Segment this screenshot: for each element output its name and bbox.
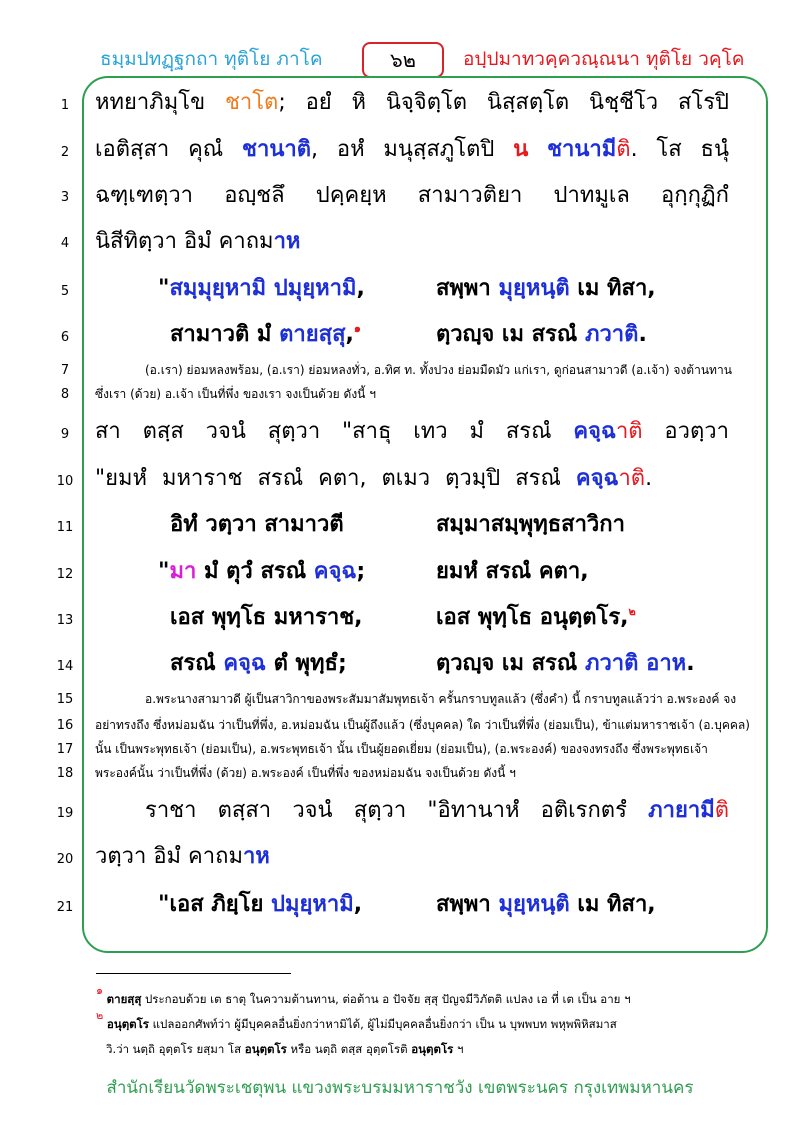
text-line-3: ฉฑฺเฑตฺวา อญฺชลึ ปคฺคยฺห สามาวติยา ปาทมูเล อุกฺกุฏิกํ	[95, 183, 729, 208]
text-segment: เม ทิสา,	[569, 276, 656, 301]
translation-line-15: อ.พระนางสามาวดี ผู้เป็นสาวิกาของพระสัมมาสัมพุทธเจ้า ครั้นกราบทูลแล้ว (ซึ่งคำ) นี้ กราบทูลแล้วว่า อ.พระองค์ จง	[145, 692, 737, 706]
text-segment: สา ตสฺส วจนํ สุตฺวา "สาธุ เทว มํ สรณํ	[95, 419, 574, 444]
highlight-word: อาห	[646, 651, 687, 676]
text-line-2	[95, 137, 729, 163]
footnote-term: อนุตฺตโร	[106, 1017, 149, 1031]
text-segment: "	[158, 559, 170, 584]
text-segment: ,	[353, 892, 363, 917]
text-segment: มํ ตุวํ สรณํ	[196, 559, 314, 584]
text-segment: สพฺพา	[436, 276, 499, 301]
text-segment: . โส ธนุํ	[630, 137, 729, 162]
text-segment: เอติสฺสา คุณํ	[95, 137, 243, 162]
text-segment: .	[645, 466, 653, 491]
footnote-marker: ๑	[353, 322, 361, 335]
verse-line-12-a	[158, 559, 365, 585]
text-line-9	[95, 419, 729, 445]
line-number: 2	[60, 145, 70, 160]
line-number: 6	[60, 330, 70, 345]
text-segment: อวตฺวา	[642, 419, 729, 444]
highlight-word: มา	[169, 559, 197, 584]
highlight-word: ติ	[714, 798, 729, 823]
highlight-word: ติ	[616, 137, 631, 162]
footnote-marker: ๒	[96, 1009, 104, 1022]
text-segment: ตฺวญฺจ เม สรณํ	[436, 651, 585, 676]
verse-line-11-b: สมฺมาสมฺพุทฺธสาวิกา	[436, 512, 625, 537]
page-number: ๖๒	[362, 42, 444, 78]
footnote-2	[96, 1009, 617, 1032]
text-segment: .	[638, 322, 647, 347]
footnote-marker: ๒	[628, 605, 636, 618]
footnote-rule	[96, 973, 291, 974]
text-segment: "ยมหํ มหาราช สรณํ คตา, ตเมว ตฺวมฺปิ สรณํ	[95, 466, 576, 491]
highlight-word: คจฺฉ	[313, 559, 357, 584]
verse-line-14-b	[436, 651, 695, 677]
text-line-1	[95, 90, 729, 116]
translation-line-16: อย่าทรงถึง ซึ่งหม่อมฉัน ว่าเป็นที่พึ่ง, อ.หม่อมฉัน เป็นผู้ถึงแล้ว (ซึ่งบุคคล) ใด ว่าเป็นที่พึ่ง (ย่อมเป็น), ข้าแต่มหาราชเจ้า (อ.บุคคล)	[95, 718, 750, 732]
text-segment: วตฺวา อิมํ คาถม	[95, 844, 243, 869]
line-number: 7	[60, 363, 70, 378]
footnote-term: ตายสฺสุ	[106, 992, 142, 1006]
line-number: 15	[56, 692, 74, 707]
highlight-word: สมฺมุยฺหามิ ปมุยฺหามิ	[169, 276, 357, 301]
highlight-word: ปมุยฺหามิ	[271, 892, 354, 917]
highlight-word: ภายามี	[648, 798, 715, 823]
line-number: 1	[60, 98, 70, 113]
translation-line-17: นั้น เป็นพระพุทธเจ้า (ย่อมเป็น), อ.พระพุทธเจ้า นั้น เป็นผู้ยอดเยี่ยม (ย่อมเป็น), (อ.พระองค์) ของจงทรงถึง ซึ่งพระพุทธเจ้า	[95, 742, 708, 756]
text-segment: สรณํ	[170, 651, 224, 676]
highlight-word: คจฺฉ	[573, 419, 616, 444]
verse-line-6-b	[436, 322, 647, 348]
text-segment: ,	[345, 322, 354, 347]
text-segment: ; อยํ หิ นิจฺจิตฺโต นิสฺสตฺโต นิชฺชีโว สโรปิ	[278, 90, 729, 115]
highlight-word: น	[513, 137, 529, 162]
line-number: 16	[56, 718, 74, 733]
text-segment: ราชา ตสฺสา วจนํ สุตฺวา "อิทานาหํ อติเรกตรํ	[145, 798, 649, 823]
highlight-word: มุยฺหนฺติ	[498, 892, 570, 917]
line-number: 3	[60, 190, 70, 205]
line-number: 4	[60, 236, 70, 251]
text-segment: เอส พุทฺโธ อนุตฺตโร,	[436, 605, 629, 630]
footnote-text: วิ.ว่า นตฺถิ อุตฺตโร ยสฺมา โส	[106, 1042, 245, 1056]
verse-line-13-b	[436, 605, 636, 631]
highlight-word: าติ	[615, 419, 643, 444]
header-right-title: อปฺปมาทวคฺควณฺณนา ทุติโย วคฺโค	[463, 48, 745, 70]
line-number: 19	[56, 806, 74, 821]
footnote-term: อนุตฺตโร	[411, 1042, 454, 1056]
text-segment: "เอส ภิยฺโย	[158, 892, 272, 917]
verse-line-14-a	[170, 651, 347, 677]
line-number: 21	[56, 900, 74, 915]
verse-line-21-a	[158, 892, 362, 918]
highlight-word: มุยฺหนฺติ	[498, 276, 570, 301]
line-number: 12	[56, 567, 74, 582]
line-number: 5	[60, 284, 70, 299]
footnote-text: หรือ นตฺถิ ตสฺส อุตฺตโรติ	[286, 1042, 412, 1056]
highlight-word: คจฺฉ	[575, 466, 619, 491]
text-segment: ;	[356, 559, 366, 584]
text-line-4	[95, 229, 300, 255]
footnote-text: ฯ	[453, 1042, 464, 1056]
text-line-19	[145, 798, 729, 824]
line-number: 13	[56, 613, 74, 628]
text-segment: หทยาภิมุโข	[95, 90, 225, 115]
translation-line-7: (อ.เรา) ย่อมหลงพร้อม, (อ.เรา) ย่อมหลงทั่ว, อ.ทิศ ท. ทั้งปวง ย่อมมืดมัว แก่เรา, ดูก่อนสามาวดี (อ.เจ้า) จงต้านทาน	[145, 363, 732, 377]
text-segment: ตํ พุทฺธํ;	[265, 651, 347, 676]
highlight-word: ตายสฺสุ	[279, 322, 346, 347]
highlight-word: าห	[242, 844, 270, 869]
footnote-1	[96, 984, 631, 1007]
line-number: 20	[56, 852, 74, 867]
line-number: 14	[56, 659, 74, 674]
text-line-20	[95, 844, 270, 870]
footnote-3	[106, 1041, 463, 1057]
page-footer: สำนักเรียนวัดพระเชตุพน แขวงพระบรมมหาราชวัง เขตพระนคร กรุงเทพมหานคร	[106, 1078, 694, 1098]
text-segment: นิสีทิตฺวา อิมํ คาถม	[95, 229, 274, 254]
text-segment: ตฺวญฺจ เม สรณํ	[436, 322, 585, 347]
highlight-word: คจฺฉ	[223, 651, 266, 676]
text-segment: , อหํ มนุสฺสภูโตปิ	[311, 137, 514, 162]
verse-line-11-a: อิทํ วตฺวา สามาวตี	[170, 512, 344, 537]
header-left-title: ธมฺมปทฏฺฐกถา ทุติโย ภาโค	[100, 48, 323, 70]
highlight-word: ชาโต	[224, 90, 279, 115]
verse-line-5-a	[158, 276, 365, 302]
line-number: 18	[56, 766, 74, 781]
footnote-term: อนุตฺตโร	[244, 1042, 287, 1056]
text-line-10	[95, 466, 652, 492]
footnote-text: แปลออกศัพท์ว่า ผู้มีบุคคลอื่นยิ่งกว่าหามิได้, ผู้ไม่มีบุคคลอื่นยิ่งกว่า เป็น น บุพพบท พหุพพิหิสมาส	[148, 1017, 617, 1031]
highlight-word: ชานาติ	[242, 137, 312, 162]
text-segment: .	[686, 651, 695, 676]
verse-line-13-a: เอส พุทฺโธ มหาราช,	[170, 605, 363, 630]
translation-line-8: ซึ่งเรา (ด้วย) อ.เจ้า เป็นที่พึ่ง ของเรา จงเป็นด้วย ดังนี้ ฯ	[95, 387, 376, 401]
highlight-word: าติ	[618, 466, 646, 491]
highlight-word: ภวาติ	[584, 651, 639, 676]
text-segment	[638, 651, 646, 676]
text-segment	[528, 137, 547, 162]
line-number: 9	[60, 427, 70, 442]
verse-line-21-b	[436, 892, 656, 918]
line-number: 11	[56, 520, 74, 535]
verse-line-12-b: ยมหํ สรณํ คตา,	[436, 559, 589, 584]
footnote-marker: ๑	[96, 984, 103, 997]
highlight-word: าห	[273, 229, 301, 254]
text-segment: "	[158, 276, 170, 301]
text-segment: ,	[356, 276, 365, 301]
verse-line-5-b	[436, 276, 656, 302]
line-number: 10	[56, 474, 74, 489]
line-number: 8	[60, 387, 70, 402]
text-segment: สามาวติ มํ	[170, 322, 280, 347]
text-segment: สพฺพา	[436, 892, 499, 917]
footnote-text: ประกอบด้วย เต ธาตุ ในความต้านทาน, ต่อต้าน อ ปัจจัย สฺสุ ปัญจมีวิภัตติ แปลง เอ ที่ เต เป็น อาย ฯ	[141, 992, 631, 1006]
highlight-word: ภวาติ	[584, 322, 639, 347]
verse-line-6-a	[170, 322, 361, 348]
text-segment: เม ทิสา,	[569, 892, 656, 917]
line-number: 17	[56, 742, 74, 757]
highlight-word: ชานามี	[547, 137, 617, 162]
translation-line-18: พระองค์นั้น ว่าเป็นที่พึ่ง (ด้วย) อ.พระองค์ เป็นที่พึ่ง ของหม่อมฉัน จงเป็นด้วย ดังนี้ ฯ	[95, 766, 516, 780]
